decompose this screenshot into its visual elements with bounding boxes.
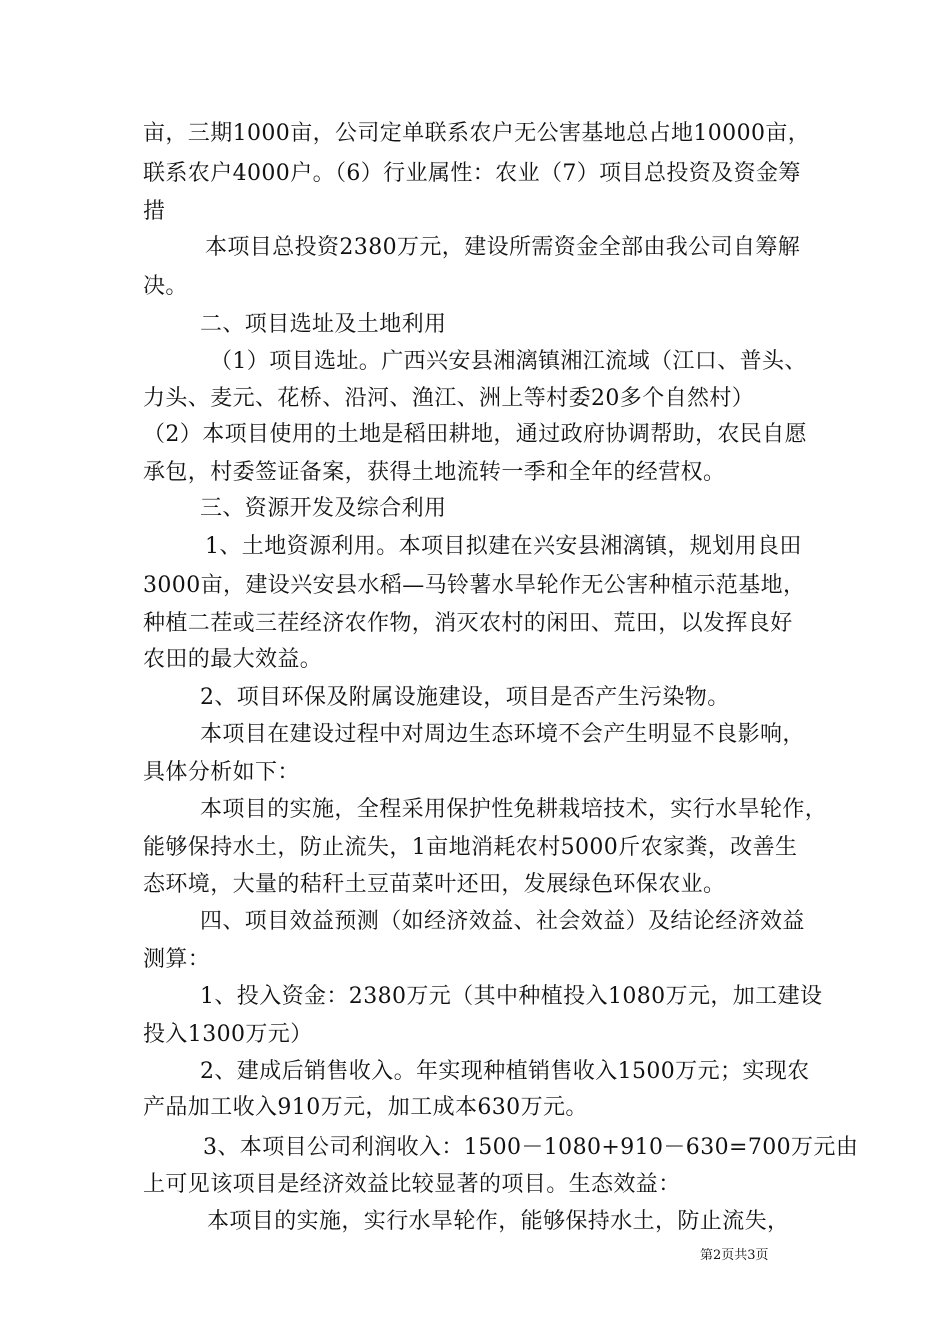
- text-line: 1、土地资源利用。本项目拟建在兴安县湘漓镇，规划用良田: [205, 534, 802, 559]
- text-line: 上可见该项目是经济效益比较显著的项目。生态效益：: [143, 1172, 681, 1197]
- text-line: （2）本项目使用的土地是稻田耕地，通过政府协调帮助，农民自愿: [143, 422, 807, 447]
- text-line: 测算：: [143, 947, 211, 972]
- text-line: 亩，三期1000亩，公司定单联系农户无公害基地总占地10000亩，: [143, 121, 811, 146]
- text-line: 2、项目环保及附属设施建设，项目是否产生污染物。: [200, 685, 730, 710]
- text-line: 承包，村委签证备案，获得土地流转一季和全年的经营权。: [143, 460, 726, 485]
- text-line: 产品加工收入910万元，加工成本630万元。: [143, 1095, 588, 1120]
- page-number: 第2页共3页: [700, 1248, 769, 1263]
- text-line: 本项目的实施，实行水旱轮作，能够保持水土，防止流失，: [207, 1209, 790, 1234]
- text-line: 联系农户4000户。（6）行业属性：农业（7）项目总投资及资金筹: [143, 161, 801, 186]
- text-line: 态环境，大量的秸秆土豆苗菜叶还田，发展绿色环保农业。: [143, 872, 726, 897]
- text-line: 具体分析如下：: [143, 760, 300, 785]
- text-line: 农田的最大效益。: [143, 647, 323, 672]
- text-line: 本项目的实施，全程采用保护性免耕栽培技术，实行水旱轮作，: [200, 797, 828, 822]
- text-line: 力头、麦元、花桥、沿河、渔江、洲上等村委20多个自然村）: [143, 386, 755, 411]
- text-line: 2、建成后销售收入。年实现种植销售收入1500万元；实现农: [200, 1059, 810, 1084]
- section-heading: 二、项目选址及土地利用: [200, 312, 447, 337]
- text-line: 本项目总投资2380万元，建设所需资金全部由我公司自筹解: [205, 235, 801, 260]
- section-heading: 四、项目效益预测（如经济效益、社会效益）及结论经济效益: [200, 909, 805, 934]
- text-line: 投入1300万元）: [143, 1022, 313, 1047]
- text-line: 能够保持水土，防止流失，1亩地消耗农村5000斤农家粪，改善生: [143, 835, 798, 860]
- text-line: 1、投入资金：2380万元（其中种植投入1080万元，加工建设: [200, 984, 823, 1009]
- text-line: 3、本项目公司利润收入：1500－1080+910－630=700万元由: [203, 1135, 859, 1160]
- section-heading: 三、资源开发及综合利用: [200, 496, 447, 521]
- text-line: （1）项目选址。广西兴安县湘漓镇湘江流域（江口、普头、: [210, 349, 807, 374]
- text-line: 3000亩，建设兴安县水稻—马铃薯水旱轮作无公害种植示范基地，: [143, 573, 806, 598]
- text-line: 种植二茬或三茬经济农作物，消灭农村的闲田、荒田，以发挥良好: [143, 611, 793, 636]
- text-line: 本项目在建设过程中对周边生态环境不会产生明显不良影响，: [200, 722, 805, 747]
- text-line: 决。: [143, 274, 188, 299]
- text-line: 措: [143, 199, 166, 224]
